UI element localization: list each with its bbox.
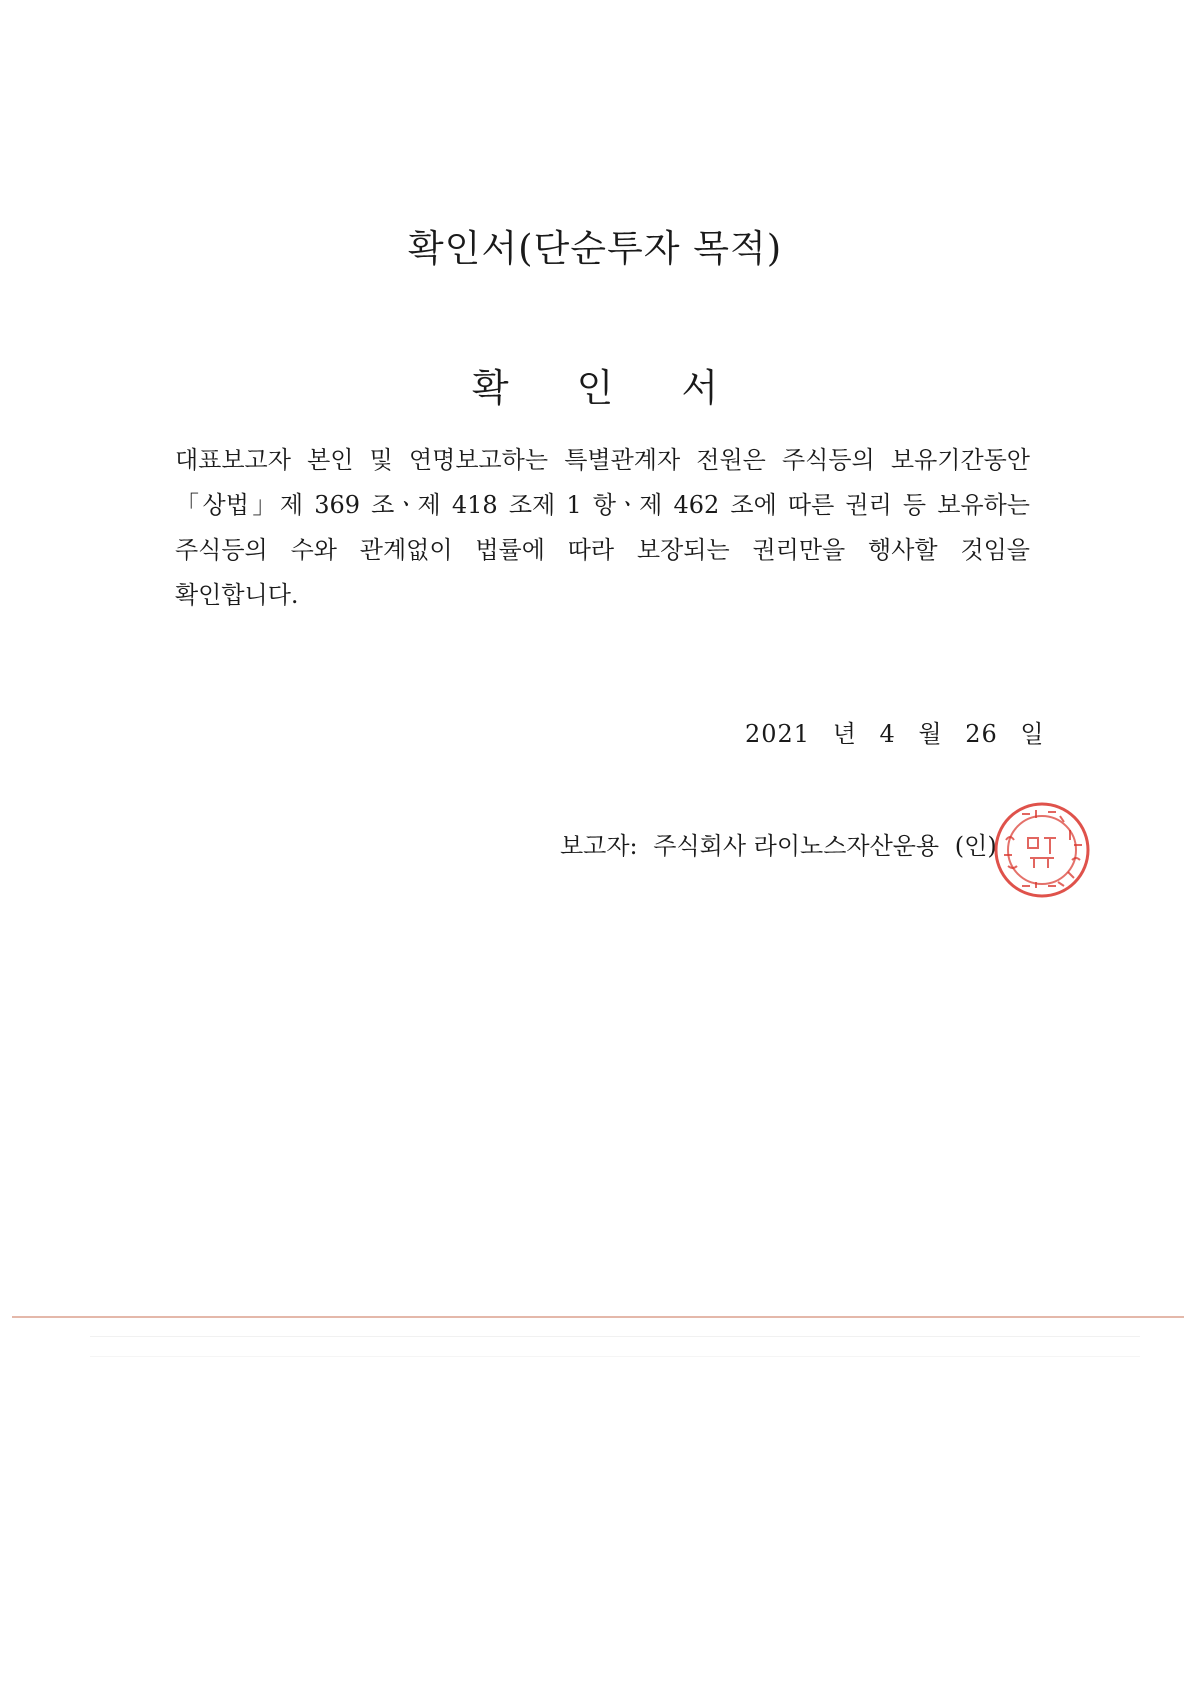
company-seal-stamp <box>992 800 1092 900</box>
reporter-label: 보고자: <box>560 832 638 860</box>
footer-faint-line <box>90 1336 1140 1337</box>
footer-divider <box>12 1316 1184 1318</box>
document-date: 2021 년 4 월 26 일 <box>745 720 1045 748</box>
confirmation-body: 대표보고자 본인 및 연명보고하는 특별관계자 전원은 주식등의 보유기간동안 「상법」제 369 조ㆍ제 418 조제 1 항ㆍ제 462 조에 따른 권리 등 보유하는 주식등의 수와 관계없이 법률에 따라 보장되는 권리만을 행사할 것임을 확인합니다. <box>175 446 1030 609</box>
confirmation-heading: 확 인 서 <box>471 366 747 410</box>
footer-faint-line <box>90 1356 1140 1357</box>
document-title: 확인서(단순투자 목적) <box>407 227 783 270</box>
reporter-line <box>560 826 997 861</box>
seal-mark-text: (인) <box>954 832 997 860</box>
reporter-company: 주식회사 라이노스자산운용 <box>653 832 940 860</box>
